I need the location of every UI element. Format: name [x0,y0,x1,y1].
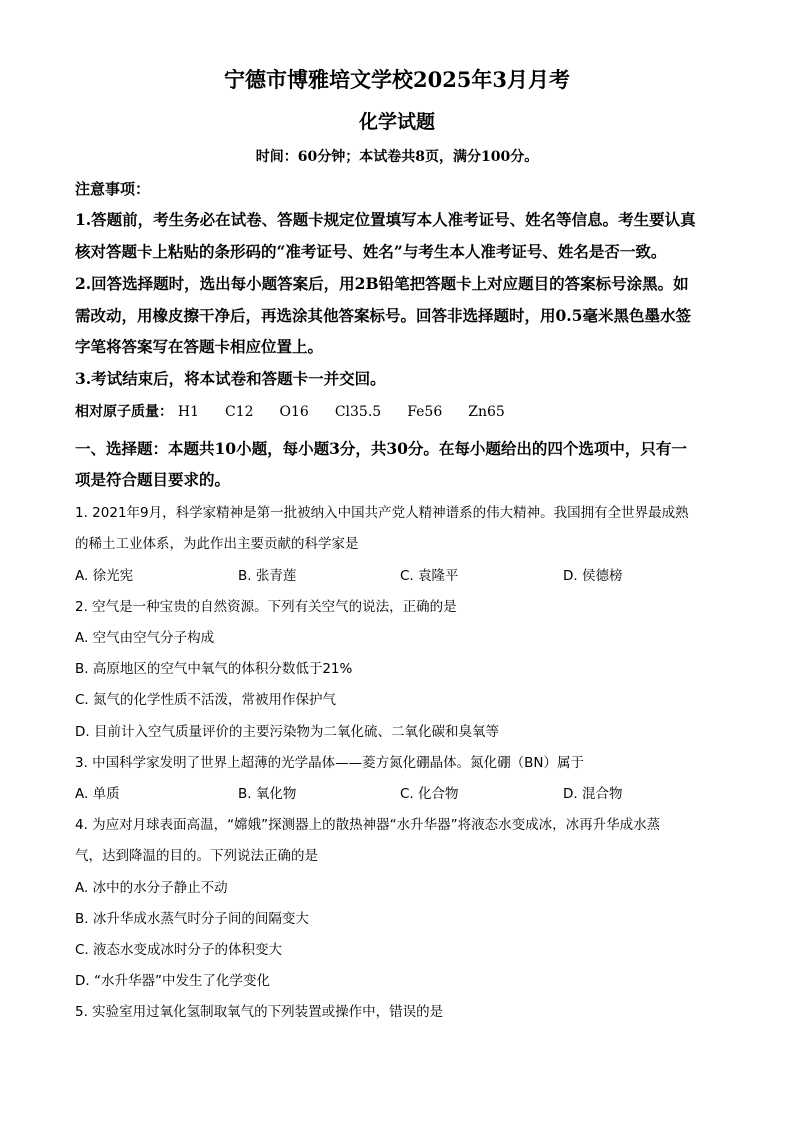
question-1-option-a: A. 徐光宪 [75,568,134,584]
section-heading: 项是符合题目要求的。 [75,470,231,489]
question-4-option-d: D. “水升华器”中发生了化学变化 [75,973,270,989]
question-1-stem: 1. 2021年9月，科学家精神是第一批被纳入中国共产党人精神谱系的伟大精神。我国拥有全世界最成熟 [75,505,689,521]
question-4-option-a: A. 冰中的水分子静止不动 [75,880,228,896]
notice-line: 需改动，用橡皮擦干净后，再选涂其他答案标号。回答非选择题时，用0.5毫米黑色墨水签 [75,306,691,325]
question-2-option-a: A. 空气由空气分子构成 [75,630,215,646]
question-3-option-c: C. 化合物 [400,786,459,802]
atomic-mass-value: O16 [279,404,309,420]
question-1-option-d: D. 侯德榜 [563,568,623,584]
atomic-mass-value: Cl35.5 [334,404,382,420]
question-2-option-d: D. 目前计入空气质量评价的主要污染物为二氧化硫、二氧化碳和臭氧等 [75,724,499,740]
exam-info: 时间：60分钟；本试卷共8页，满分100分。 [255,149,539,165]
atomic-mass-value: C12 [225,404,254,420]
section-heading: 一、选择题：本题共10小题，每小题3分，共30分。在每小题给出的四个选项中，只有一 [75,439,687,458]
question-1-option-c: C. 袁隆平 [400,568,459,584]
exam-title: 宁德市博雅培文学校2025年3月月考 [223,67,571,92]
atomic-mass-value: H1 [177,404,199,420]
atomic-mass-label: 相对原子质量： [75,404,173,420]
notice-heading: 注意事项： [75,180,151,198]
notice-line: 核对答题卡上粘贴的条形码的“准考证号、姓名”与考生本人准考证号、姓名是否一致。 [75,242,667,261]
notice-line: 1.答题前，考生务必在试卷、答题卡规定位置填写本人准考证号、姓名等信息。考生要认真 [75,210,696,229]
question-1-option-b: B. 张青莲 [238,568,297,584]
question-5-stem: 5. 实验室用过氧化氢制取氧气的下列装置或操作中，错误的是 [75,1004,444,1020]
question-4-stem: 气，达到降温的目的。下列说法正确的是 [75,848,318,864]
question-1-stem: 的稀土工业体系，为此作出主要贡献的科学家是 [75,536,359,552]
question-4-option-c: C. 液态水变成冰时分子的体积变大 [75,942,283,958]
atomic-mass-row [75,401,531,421]
question-3-option-b: B. 氧化物 [238,786,297,802]
notice-line: 2.回答选择题时，选出每小题答案后，用2B铅笔把答题卡上对应题目的答案标号涂黑。如 [75,274,689,293]
subject-title: 化学试题 [358,111,435,133]
question-3-stem: 3. 中国科学家发明了世界上超薄的光学晶体——菱方氮化硼晶体。氮化硼（BN）属于 [75,755,585,771]
question-4-stem: 4. 为应对月球表面高温，“嫦娥”探测器上的散热神器“水升华器”将液态水变成冰，冰再升华成水蒸 [75,817,661,833]
question-3-option-a: A. 单质 [75,786,120,802]
notice-line: 字笔将答案写在答题卡相应位置上。 [75,337,324,356]
question-3-option-d: D. 混合物 [563,786,623,802]
question-4-option-b: B. 冰升华成水蒸气时分子间的间隔变大 [75,911,309,927]
atomic-mass-value: Zn65 [468,404,505,420]
question-2-stem: 2. 空气是一种宝贵的自然资源。下列有关空气的说法，正确的是 [75,599,457,615]
atomic-mass-value: Fe56 [407,404,443,420]
question-2-option-b: B. 高原地区的空气中氧气的体积分数低于21% [75,661,353,677]
question-2-option-c: C. 氮气的化学性质不活泼，常被用作保护气 [75,692,337,708]
notice-line: 3.考试结束后，将本试卷和答题卡一并交回。 [75,369,386,388]
